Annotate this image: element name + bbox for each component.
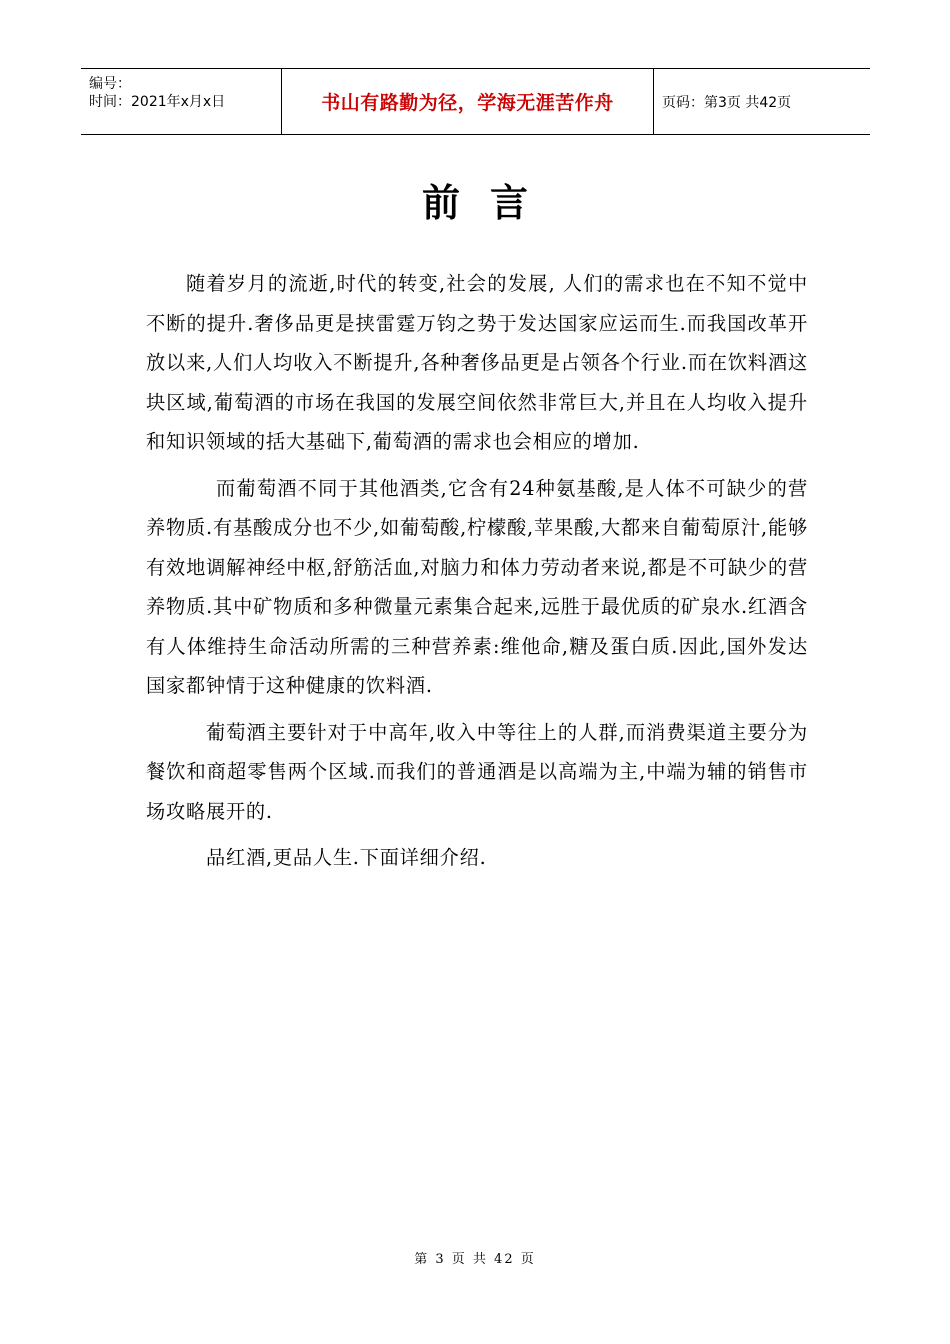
page-header <box>81 68 870 135</box>
paragraph: 品红酒,更品人生.下面详细介绍. <box>206 846 487 869</box>
header-motto: 书山有路勤为径，学海无涯苦作舟 <box>321 92 614 114</box>
header-meta <box>81 69 282 134</box>
paragraph: 而葡萄酒不同于其他酒类,它含有24种氨基酸,是人体不可缺少的营养物质.有基酸成分也不少,如葡萄酸,柠檬酸,苹果酸,大都来自葡萄原汁,能够有效地调解神经中枢,舒筋活血,对脑力和体力劳动者来说,都是不可缺少的营养物质.其中矿物质和多种微量元素集合起来,远胜于最优质的矿泉水.红酒含有人体维持生命活动所需的三种营养素:维他命,糖及蛋白质.因此,国外发达国家都钟情于这种健康的饮料酒. <box>146 476 808 697</box>
paragraph: 葡萄酒主要针对于中高年,收入中等往上的人群,而消费渠道主要分为餐饮和商超零售两个区域.而我们的普通酒是以高端为主,中端为辅的销售市场攻略展开的. <box>146 720 808 823</box>
document-date: 时间：2021年x月x日 <box>89 94 226 110</box>
paragraph: 随着岁月的流逝,时代的转变,社会的发展, 人们的需求也在不知不觉中不断的提升.奢侈品更是挟雷霆万钧之势于发达国家应运而生.而我国改革开放以来,人们人均收入不断提升,各种奢侈品更是占领各个行业.而在饮料酒这块区域,葡萄酒的市场在我国的发展空间依然非常巨大,并且在人均收入提升和知识领域的括大基础下,葡萄酒的需求也会相应的增加. <box>146 272 808 453</box>
page-footer: 第 3 页 共 42 页 <box>414 1252 536 1267</box>
header-motto-cell <box>282 69 654 134</box>
document-number-label: 编号： <box>89 76 131 92</box>
page-title: 前言 <box>421 181 558 225</box>
document-body <box>146 264 808 885</box>
header-page-info: 页码：第3页 共42页 <box>662 94 792 111</box>
